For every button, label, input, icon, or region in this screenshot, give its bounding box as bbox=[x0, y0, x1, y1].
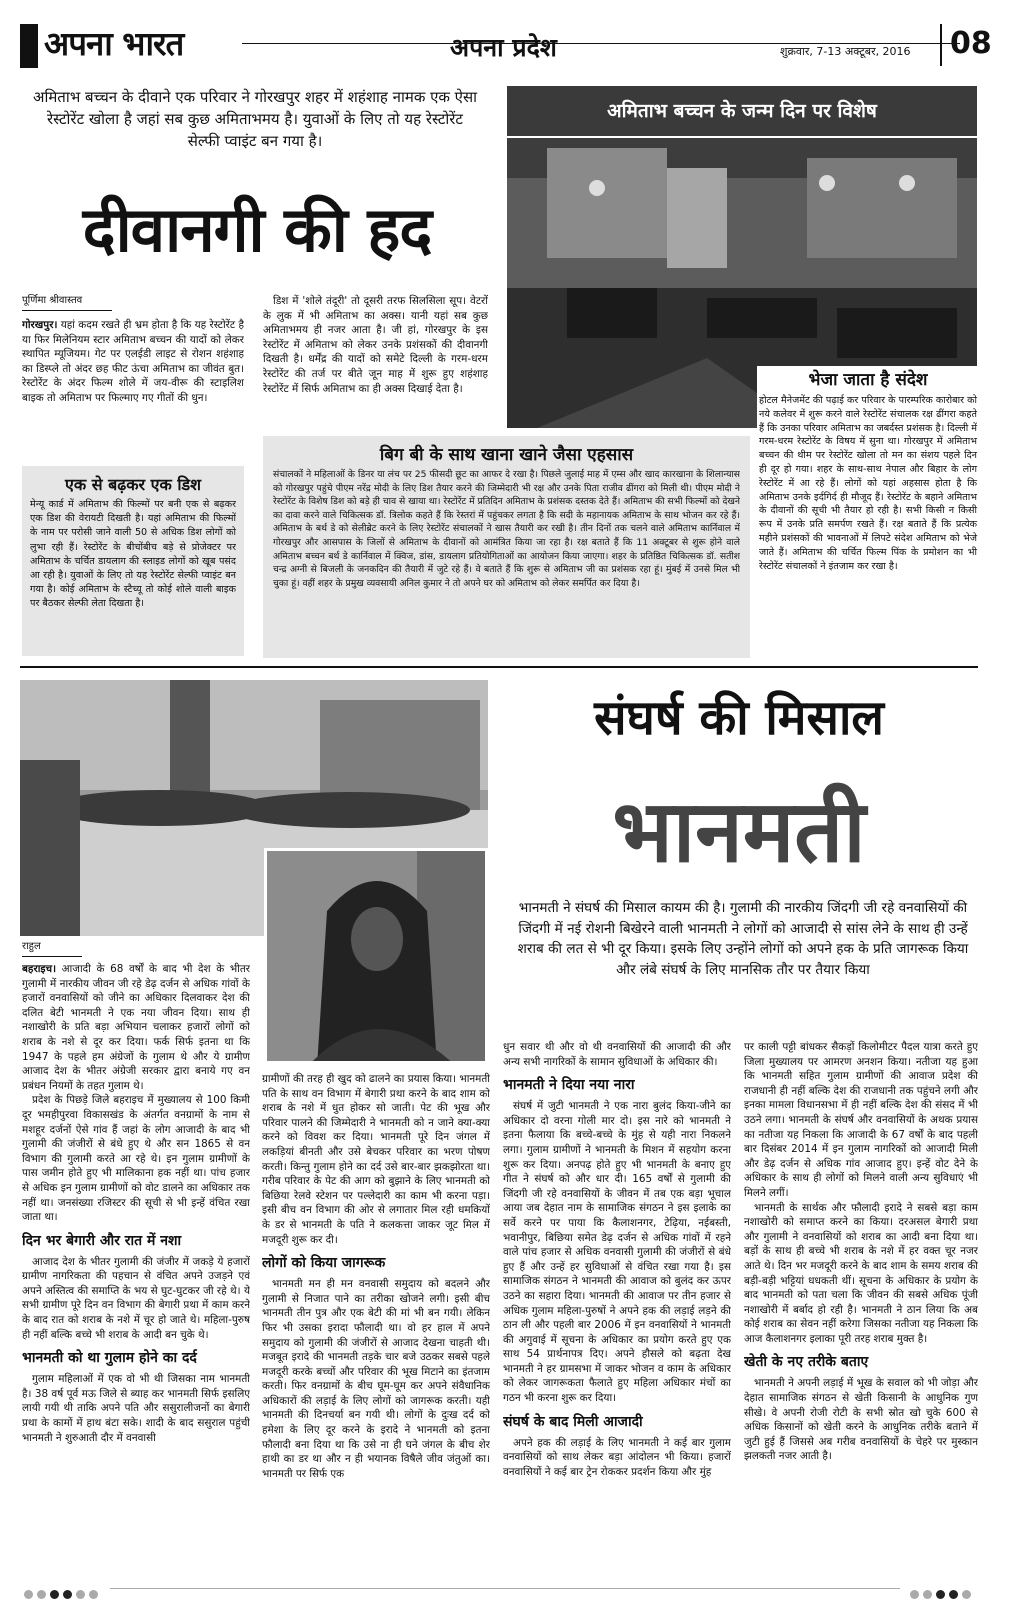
masthead-title: अपना भारत bbox=[44, 24, 184, 63]
story2-col3-p2: संघर्ष में जुटी भानमती ने एक नारा बुलंद किया-जीने का अधिकार दो वरना गोली मार दो। इस नारे को भानमती ने इतना फैलाया कि बच्चे-बच्चे के मुंह से यही नारा निकलने लगा। गुलाम ग्रामीणों ने भानमती के मिशन में सहयोग करना शुरू कर दिया। अनपढ़ होते हुए भी भानमती के बनाए हुए गीत ने संघर्ष को और धार दी। 165 वर्षों से गुलामी की जिंदगी जी रहे वनवासियों के जीवन में तब एक बड़ा भूचाल आया जब देहात नाम के सामाजिक संगठन ने इस इलाके का सर्वे करने पर पाया कि कैलाशनगर, टेढ़िया, नईबस्ती, भवानीपुर, बिछिया समेत डेढ़ दर्जन से अधिक गांवों में रहने वाले पांच हजार से अधिक वनवासी गुलामी की जंजीरों से बंधे हुए हैं और उन्हें हर सुविधाओं से वंचित रखा गया है। इस सामाजिक संगठन ने भानमती की आवाज को बुलंद कर ऊपर उठने का सहारा दिया। भानमती की आवाज पर तीन हजार से अधिक गुलाम महिला-पुरुषों ने अपने हक की लड़ाई लड़ने की ठान ली और पहली बार 2006 में इन वनवासियों ने भानमती की अगुवाई में सूचना के अधिकार का प्रयोग करते हुए एक साथ 54 प्रार्थनापत्र दिए। अपने हौसले को बढ़ता देख भानमती ने हर ग्रामसभा में जाकर भोजन व काम के अधिकार को लेकर जागरूकता फैलाते हुए महिला अधिकार मंचों का गठन भी करना शुरू कर दिया। bbox=[503, 1100, 731, 1405]
story1-dateline: गोरखपुर। bbox=[22, 319, 58, 331]
story2-col1-p3: आजाद देश के भीतर गुलामी की जंजीर में जकड़े ये हजारों ग्रामीण नागरिकता की पहचान से वंचित अपने उजड़ने एवं अपने अस्तित्व की समाप्ति के भय से घुट-घुटकर जी रहे थे। ये सभी ग्रामीण पूरे दिन वन विभाग की बेगारी प्रथा में काम करने के बाद रात को शराब के नशे में चूर हो जाते थे। महिला-पुरुष ही नहीं बल्कि बच्चे भी शराब के आदी बन चुके थे। bbox=[22, 1255, 250, 1341]
footer-dots-left bbox=[24, 1584, 102, 1603]
story2-byline: राहुल bbox=[22, 941, 41, 952]
story2-headline1: संघर्ष की मिसाल bbox=[594, 690, 884, 746]
story1-byline: पूर्णिमा श्रीवास्तव bbox=[22, 295, 83, 306]
story1-col1-text: यहां कदम रखते ही भ्रम होता है कि यह रेस्टोरेंट है या फिर मिलेनियम स्टार अमिताभ बच्चन की यादों को लेकर स्थापित म्यूजियम। गेट पर एलईडी लाइट से रोशन शहंशाह का डिस्प्ले तो अंदर छह फीट ऊंचा अमिताभ का जीवंत बुत। रेस्टोरेंट के अंदर फिल्म शोले में जय-वीरू की स्टाइलिश बाइक तो अमिताभ पर फिल्माए गए गीतों की धुन। bbox=[22, 319, 244, 404]
story1-box2-title: बिग बी के साथ खाना खाने जैसा एहसास bbox=[379, 445, 634, 465]
story2-col2 bbox=[262, 1072, 490, 1552]
story1-box1 bbox=[22, 466, 244, 656]
story2-sub1: दिन भर बेगारी और रात में नशा bbox=[22, 1232, 182, 1249]
story1-headline: दीवानगी की हद bbox=[82, 193, 432, 266]
story2-col1 bbox=[22, 962, 250, 1552]
story1-box1-text: मेन्यू कार्ड में अमिताभ की फिल्मों पर बनी एक से बढ़कर एक डिश की वेरायटी दिखती है। यहां अमिताभ की फिल्मों के नाम पर परोसी जाने वाली 50 से अधिक डिश लोगों को लुभा रही हैं। रेस्टोरेंट के बीचोंबीच बड़े से प्रोजेक्टर पर अमिताभ के चर्चित डायलाग की स्लाइड लोगों को खूब पसंद आ रही है। युवाओं के लिए तो यह रेस्टोरेंट सेल्फी प्वाइंट बन गया है। कोई अमिताभ के स्टैच्यू तो कोई शोले वाली बाइक पर बैठकर सेल्फी लेता दिखता है। bbox=[30, 499, 236, 610]
story1-side-title: भेजा जाता है संदेश bbox=[808, 370, 928, 390]
story2-col2-p1: ग्रामीणों की तरह ही खुद को ढालने का प्रयास किया। भानमती पति के साथ वन विभाग में बेगारी प्रथा करने के बाद शाम को शराब के नशे में धुत होकर सो जाती। पेट की भूख और परिवार पालने की जिम्मेदारी ने भानमती को न जाने क्या-क्या करने को विवश कर दिया। भानमती पूरे दिन जंगल में लकड़ियां बीनती और उसे बेचकर परिवार का भरण पोषण करती। किन्तु गुलाम होने का दर्द उसे बार-बार झकझोरता था। गरीब परिवार के पेट की आग को बुझाने के लिए भानमती को बिछिया रेलवे स्टेशन पर पल्लेदारी का काम भी करना पड़ा। इसी बीच वन विभाग की ओर से लगातार मिल रही धमकियों के डर से भानमती के पति ने कलकत्ता जाकर जूट मिल में मजदूरी शुरू कर दी। bbox=[262, 1073, 490, 1246]
story2-sub2: भानमती को था गुलाम होने का दर्द bbox=[22, 1350, 197, 1367]
story2-sub5: संघर्ष के बाद मिली आजादी bbox=[503, 1413, 643, 1430]
story2-sub6: खेती के नए तरीके बताए bbox=[744, 1354, 869, 1371]
story2-col4-p3: भानमती ने अपनी लड़ाई में भूख के सवाल को भी जोड़ा और देहात सामाजिक संगठन से खेती किसानी के आधुनिक गुण सीखे। वे अपनी रोजी रोटी के सभी स्रोत खो चुके 600 से अधिक किसानों को खेती करने के आधुनिक तरीके बताने में जुटी हुई हैं जिससे अब गरीब वनवासियों के चेहरे पर मुस्कान झलकती नजर आती है। bbox=[744, 1377, 978, 1463]
section-divider bbox=[20, 666, 978, 668]
bhanmati-portrait-illustration bbox=[267, 851, 488, 1064]
story2-intro: भानमती ने संघर्ष की मिसाल कायम की है। गुलामी की नारकीय जिंदगी जी रहे वनवासियों की जिंदगी में नई रोशनी बिखेरने वाली भानमती ने लोगों को आजादी से सांस लेने के साथ ही उन्हें शराब की लत से भी दूर किया। इसके लिए उन्होंने लोगों को अपने हक के प्रति जागरूक किया और लंबे संघर्ष के लिए मानसिक तौर पर तैयार किया bbox=[517, 900, 969, 978]
story2-sub3: लोगों को किया जागरूक bbox=[262, 1255, 386, 1272]
story1-box2-text: संचालकों ने महिलाओं के डिनर या लंच पर 25 फीसदी छूट का आफर दे रखा है। पिछले जुलाई माह में एम्स और खाद कारखाना के शिलान्यास को गोरखपुर पहुंचे पीएम नरेंद्र मोदी के लिए डिश तैयार करने की जिम्मेदारी भी रक्ष और उनके पिता राजीव ढींगरा को मिली थी। पीएम मोदी ने रेस्टोरेंट के विशेष डिश को बड़े ही चाव से खाया था। रेस्टोरेंट में प्रतिदिन अमिताभ के प्रशंसक दस्तक देते हैं। अमिताभ की सभी फिल्मों को देखने का दावा करने वाले चिकित्सक डॉ. त्रिलोक कहते हैं कि रेस्तरां में पहुंचकर लगता है कि सदी के महानायक अमिताभ के साथ भोजन कर रहे हैं। अमिताभ के बर्थ डे को सेलीब्रेट करने के लिए रेस्टोरेंट संचालकों ने खास तैयारी कर रखी है। तीन दिनों तक चलने वाले अमिताभ कार्निवाल में गोरखपुर और आसपास के जिलों से अमिताभ के दीवानों को आमंत्रित किया जा रहा है। रक्ष बताते हैं कि 11 अक्टूबर से शुरू होने वाले अमिताभ बच्चन बर्थ डे कार्निवाल में क्विज, डांस, डायलाग प्रतियोगिताओं का आयोजन किया जाएगा। शहर के प्रतिष्ठित चिकित्सक डॉ. सतीश चन्द्र अग्नी से बिजली के जनकदिन की तैयारी में जुटे रहे हैं। वे बताते हैं कि शुरू से अमिताभ जी का प्रशंसक रहा हूं। मुंबई में उनसे मिल भी चुका हूं। वहीं शहर के प्रमुख व्यवसायी अनिल कुमार ने तो अपने घर को अमिताभ को लेकर समर्पित कर दिया है। bbox=[273, 469, 740, 589]
story1-side-text: होटल मैनेजमेंट की पढ़ाई कर परिवार के पारम्परिक कारोबार को नये कलेवर में शुरू करने वाले रेस्टोरेंट संचालक रक्ष ढींगरा कहते हैं कि उनका परिवार अमिताभ का जबर्दस्त प्रशंसक है। दिल्ली में गरम-धरम रेस्टोरेंट के विषय में सुना था। गोरखपुर में अमिताभ बच्चन की थीम पर रेस्टोरेंट खोला तो मन का संशय पहले दिन ही दूर हो गया। शहर के साथ-साथ नेपाल और बिहार के लोग रेस्टोरेंट में आ रहे हैं। लोगों को यहां अहसास होता है कि अमिताभ उनके इर्दगिर्द ही मौजूद हैं। रेस्टोरेंट के बहाने अमिताभ के दीवानों की सूची भी तैयार हो रही है। सभी किसी न किसी रूप में उनके प्रति समर्पण रखते हैं। रक्ष बताते हैं कि प्रत्येक महीने प्रशंसकों की भावनाओं में लिपटे संदेश अमिताभ को भेजे जाते हैं। अमिताभ की चर्चित फिल्म पिंक के प्रमोशन का भी रेस्टोरेंट संचालकों ने इंतजाम कर रखा है। bbox=[759, 395, 977, 572]
story2-col4 bbox=[744, 1040, 978, 1552]
bhanmati-portrait bbox=[264, 848, 488, 1064]
story2-col4-p1: पर काली पट्टी बांधकर सैकड़ों किलोमीटर पैदल यात्रा करते हुए जिला मुख्यालय पर आमरण अनशन किया। नतीजा यह हुआ कि भानमती सहित गुलाम ग्रामीणों की आवाज प्रदेश की राजधानी ही नहीं बल्कि देश की राजधानी तक पहुंचने लगी और इनका मामला विधानसभा में ही नहीं बल्कि देश की संसद में भी उठने लगा। भानमती के संघर्ष और वनवासियों के अथक प्रयास का नतीजा यह निकला कि आजादी के 67 वर्षों के बाद पहली बार दिसंबर 2014 में इन गुलाम नागरिकों को आजादी मिली और डेढ़ दर्जन से अधिक गांव आजाद हुए। इन्हें वोट देने के अधिकार के साथ ही लोगों को मिलने वाली अन्य सुविधाएं भी मिलने लगीं। bbox=[744, 1041, 978, 1199]
page-number: 08 bbox=[950, 26, 992, 61]
story1-intro: अमिताभ बच्चन के दीवाने एक परिवार ने गोरखपुर शहर में शहंशाह नामक एक ऐसा रेस्टोरेंट खोला है जहां सब कुछ अमिताभमय है। युवाओं के लिए तो यह रेस्टोरेंट सेल्फी प्वाइंट बन गया है। bbox=[32, 88, 478, 150]
story2-col3-p1: धुन सवार थी और वो थी वनवासियों की आजादी की और अन्य सभी नागरिकों के सामान सुविधाओं के अधिकार की। bbox=[503, 1041, 731, 1068]
story2-sub4: भानमती ने दिया नया नारा bbox=[503, 1077, 635, 1094]
story1-col2 bbox=[263, 294, 488, 422]
story1-col2-text: डिश में 'शोले तंदूरी' तो दूसरी तरफ सिलसिला सूप। वेटरों के लुक में भी अमिताभ का अक्स। यानी यहां सब कुछ अमिताभमय ही नजर आता है। जी हां, गोरखपुर के इस रेस्टोरेंट में अमिताभ को लेकर उनके प्रशंसकों की दीवानगी दिखती है। धर्मेंद्र की यादों को समेटे दिल्ली के गरम-धरम रेस्टोरेंट की तर्ज पर बीते जून माह में शुरू हुए शहंशाह रेस्टोरेंट में सिर्फ अमिताभ का ही अक्स दिखाई देता है। bbox=[263, 295, 488, 395]
story1-box1-title: एक से बढ़कर एक डिश bbox=[65, 475, 201, 494]
story1-side bbox=[757, 366, 979, 660]
footer-rule bbox=[110, 1588, 900, 1589]
byline-rule bbox=[22, 310, 112, 311]
story2-headline2: भानमती bbox=[612, 782, 866, 882]
story2-dateline: बहराइच। bbox=[22, 963, 57, 975]
section-title: अपना प्रदेश bbox=[450, 33, 557, 62]
story2-col4-p2: भानमती के सार्थक और फौलादी इरादे ने सबसे बड़ा काम नशाखोरी को समाप्त करने का किया। दरअसल बेगारी प्रथा और गुलामी ने वनवासियों को शराब का आदी बना दिया था। बड़ों के साथ ही बच्चे भी शराब के नशे में हर वक्त चूर नजर आते थे। दिन भर मजदूरी करने के बाद शाम के समय शराब की बड़ी-बड़ी भट्टियां धधकती थीं। सूचना के अधिकार के प्रयोग के बाद भानमती को पता चला कि जीवन की सबसे अधिक पूंजी नशाखोरी में बर्बाद हो रही है। भानमती ने ठान लिया कि अब कोई शराब का सेवन नहीं करेगा जिसका नतीजा यह निकला कि आज कैलाशनगर इलाका पूरी तरह शराब मुक्त है। bbox=[744, 1201, 978, 1345]
story2-col1-p2: प्रदेश के पिछड़े जिले बहराइच में मुख्यालय से 100 किमी दूर भमहीपुरवा विकासखंड के अंतर्गत वनग्रामों के नाम से मशहूर दर्जनों ऐसे गांव हैं जहां के लोग आजादी के बाद भी गुलामी की जंजीरों से बंधे हुए थे और सन 1865 से वन विभाग की गुलामी करते आ रहे थे। इन गुलाम ग्रामीणों के पास जमीन होते हुए भी मालिकाना हक नहीं था। पांच हजार से अधिक इन गुलाम ग्रामीणों को वोट डालने का अधिकार तक नहीं था। जनसंख्या रजिस्टर की सूची से भी इन्हें वंचित रखा जाता था। bbox=[22, 1094, 250, 1224]
story2-col3 bbox=[503, 1040, 731, 1552]
story2-col1-p4: गुलाम महिलाओं में एक वो भी थी जिसका नाम भानमती है। 38 वर्ष पूर्व मऊ जिले से ब्याह कर भानमती सिर्फ इसलिए लायी गयी थी ताकि अपने पति और ससुरालीजनों का बेगारी प्रथा के कामों में हाथ बंटा सके। शादी के बाद ससुराल पहुंची भानमती ने शुरुआती दौर में वनवासी bbox=[22, 1373, 250, 1444]
story2-col3-p3: अपने हक की लड़ाई के लिए भानमती ने कई बार गुलाम वनवासियों को साथ लेकर बड़ा आंदोलन भी किया। हजारों वनवासियों ने कई बार ट्रेन रोककर प्रदर्शन किया और मुंह bbox=[503, 1436, 731, 1478]
masthead-block bbox=[20, 24, 38, 68]
story1-banner-text: अमिताभ बच्चन के जन्म दिन पर विशेष bbox=[607, 100, 877, 122]
footer-dots-right bbox=[910, 1584, 975, 1603]
story2-col2-p2: भानमती मन ही मन वनवासी समुदाय को बदलने और गुलामी से निजात पाने का तरीका खोजने लगी। इसी बीच भानमती तीन पुत्र और एक बेटी की मां भी बन गयी। लेकिन फिर भी उसका इरादा फौलादी था। वो हर हाल में अपने समुदाय को गुलामी की जंजीरों से आजाद देखना चाहती थी। मजबूत इरादे की भानमती तड़के चार बजे उठकर सबसे पहले मजदूरी करके बच्चों और परिवार की भूख मिटाने का इंतजाम करती। फिर वनग्रामों के बीच घूम-घूम कर अपने संवैधानिक अधिकारों की लड़ाई के लिए लोगों को जागरूक करती। यही भानमती की दिनचर्या बन गयी थी। लोगों के दुःख दर्द को हमेशा के लिए दूर करने के इरादे ने भानमती को इतना फौलादी बना दिया था कि उसे ना ही घने जंगल के बीच शेर हाथी का डर था और न ही भयानक विषैले जीव जंतुओं का। भानमती पर सिर्फ एक bbox=[262, 1278, 490, 1480]
story1-banner bbox=[507, 86, 977, 136]
story2-col1-p1: आजादी के 68 वर्षों के बाद भी देश के भीतर गुलामी में नारकीय जीवन जी रहे डेढ़ दर्जन से अधिक गांवों के हजारों वनवासियों को जीने का अधिकार दिलवाकर देश की दलित बेटी भानमती ने एक नया जीवन दिया। साथ ही नशाखोरी के प्रति बड़ा अभियान चलाकर हजारों लोगों को शराब के नशे से दूर कर दिया। फर्क सिर्फ इतना था कि 1947 के पहले हम अंग्रेजों के गुलाम थे और ये ग्रामीण आजाद देश के भीतर अंग्रेजी सरकार द्वारा बनाये गए वन प्रबंधन नियमों के तहत गुलाम थे। bbox=[22, 963, 250, 1092]
issue-date: शुक्रवार, 7-13 अक्टूबर, 2016 bbox=[780, 45, 911, 58]
story1-box2 bbox=[263, 436, 750, 658]
story2-byline-rule bbox=[22, 956, 82, 957]
page-divider bbox=[940, 24, 942, 66]
masthead-bar bbox=[20, 20, 992, 70]
story1-col1 bbox=[22, 318, 244, 458]
